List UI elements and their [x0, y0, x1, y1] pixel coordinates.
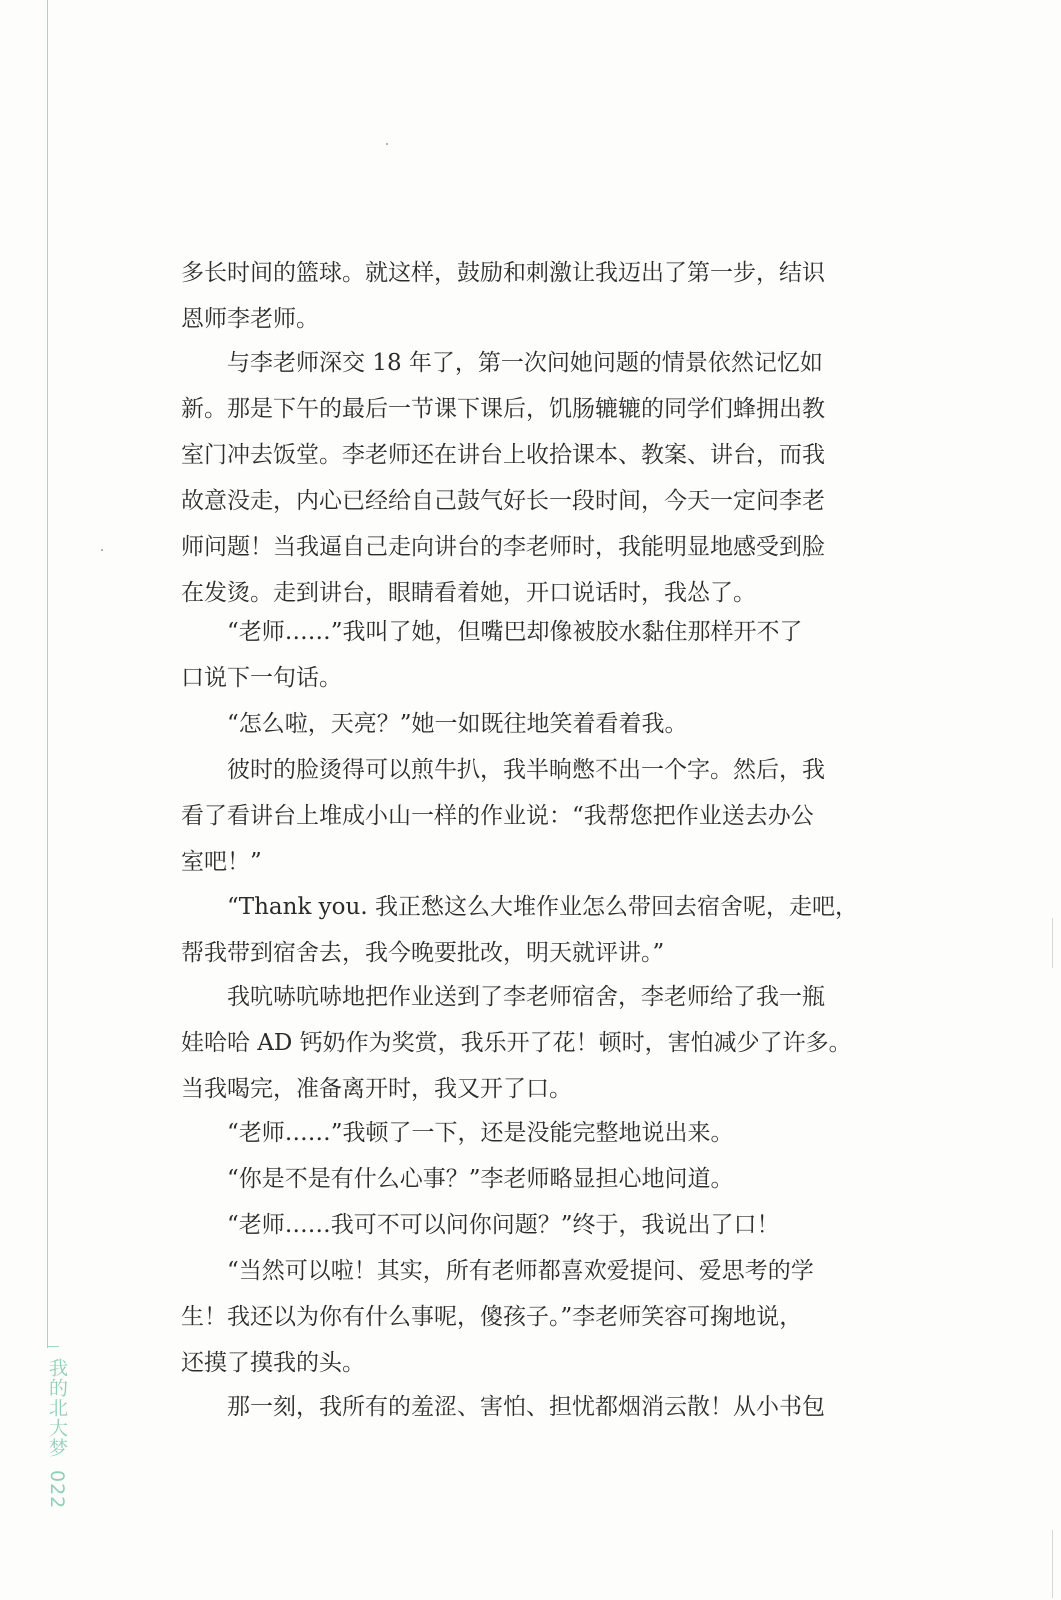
text-line: 与李老师深交 18 年了，第一次问她问题的情景依然记忆如	[227, 350, 823, 376]
text-line: 多长时间的篮球。就这样，鼓励和刺激让我迈出了第一步，结识	[181, 260, 825, 286]
paragraph	[181, 1202, 871, 1248]
text-line: 看了看讲台上堆成小山一样的作业说：“我帮您把作业送去办公	[181, 803, 814, 829]
text-line: 口说下一句话。	[181, 665, 342, 691]
paragraph	[181, 701, 871, 747]
text-line: 我吭哧吭哧地把作业送到了李老师宿舍，李老师给了我一瓶	[227, 984, 825, 1010]
text-line: “老师……”我叫了她，但嘴巴却像被胶水黏住那样开不了	[227, 619, 803, 645]
text-line: 生！我还以为你有什么事呢，傻孩子。”李老师笑容可掬地说，	[181, 1304, 803, 1330]
text-line: 室吧！”	[181, 849, 262, 875]
paragraph	[181, 1110, 871, 1156]
paragraph	[181, 1384, 871, 1430]
text-line: 娃哈哈 AD 钙奶作为奖赏，我乐开了花！顿时，害怕减少了许多。	[181, 1030, 852, 1056]
paragraph	[181, 1248, 871, 1386]
text-line: “老师……”我顿了一下，还是没能完整地说出来。	[227, 1120, 734, 1146]
text-line: 彼时的脸烫得可以煎牛扒，我半晌憋不出一个字。然后，我	[227, 757, 825, 783]
text-line: 还摸了摸我的头。	[181, 1350, 365, 1376]
text-line: 当我喝完，准备离开时，我又开了口。	[181, 1076, 572, 1102]
paragraph	[181, 609, 871, 701]
text-line: 故意没走，内心已经给自己鼓气好长一段时间，今天一定问李老	[181, 488, 825, 514]
text-line: 师问题！当我逼自己走向讲台的李老师时，我能明显地感受到脸	[181, 534, 825, 560]
text-line: “你是不是有什么心事？”李老师略显担心地问道。	[227, 1166, 734, 1192]
text-line: “当然可以啦！其实，所有老师都喜欢爱提问、爱思考的学	[227, 1258, 814, 1284]
paragraph	[181, 250, 871, 342]
text-line: 帮我带到宿舍去，我今晚要批改，明天就评讲。”	[181, 940, 665, 966]
text-line: 在发烫。走到讲台，眼睛看着她，开口说话时，我怂了。	[181, 580, 756, 606]
text-line: 新。那是下午的最后一节课下课后，饥肠辘辘的同学们蜂拥出教	[181, 396, 825, 422]
paragraph	[181, 884, 871, 976]
text-line: 那一刻，我所有的羞涩、害怕、担忧都烟消云散！从小书包	[227, 1394, 825, 1420]
text-line: “Thank you. 我正愁这么大堆作业怎么带回去宿舍呢，走吧，	[227, 894, 858, 920]
book-title: 我的北大梦	[46, 1358, 68, 1458]
paragraph	[181, 974, 871, 1112]
text-line: 室门冲去饭堂。李老师还在讲台上收拾课本、教案、讲台，而我	[181, 442, 825, 468]
paragraph	[181, 1156, 871, 1202]
paragraph	[181, 747, 871, 885]
text-line: “怎么啦，天亮？”她一如既往地笑着看着我。	[227, 711, 688, 737]
text-line: 恩师李老师。	[181, 306, 319, 332]
paragraph	[181, 340, 871, 616]
page-number: 022	[46, 1470, 68, 1510]
text-line: “老师……我可不可以问你问题？”终于，我说出了口！	[227, 1212, 780, 1238]
